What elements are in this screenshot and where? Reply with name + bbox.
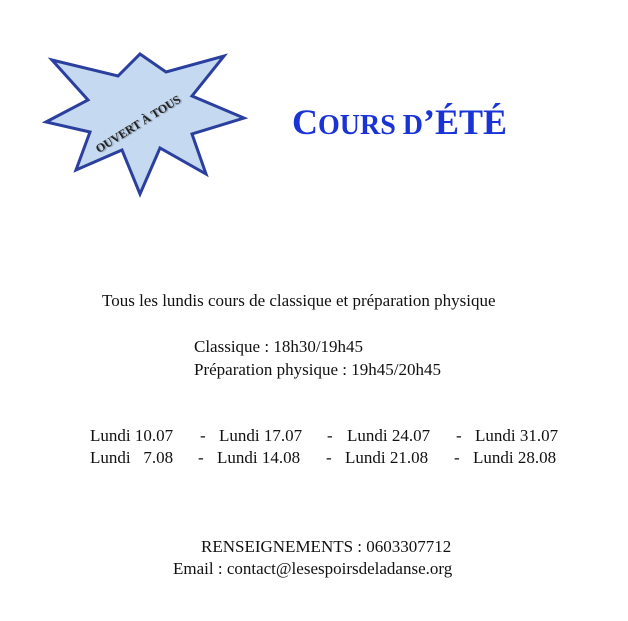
date-row2-item: Lundi 14.08 bbox=[217, 448, 301, 467]
date-separator: - bbox=[456, 426, 462, 445]
date-separator: - bbox=[200, 426, 206, 445]
date-row2-item: Lundi 28.08 bbox=[473, 448, 557, 467]
date-row1-item: Lundi 17.07 bbox=[219, 426, 303, 445]
title-part1-small: OURS D bbox=[318, 110, 424, 141]
starburst-badge bbox=[38, 30, 248, 200]
date-separator: - bbox=[198, 448, 204, 467]
date-separator: - bbox=[454, 448, 460, 467]
date-row1-item: Lundi 24.07 bbox=[347, 426, 431, 445]
starburst-icon bbox=[38, 30, 248, 200]
schedule-preparation: Préparation physique : 19h45/20h45 bbox=[194, 360, 441, 379]
date-row1-item: Lundi 31.07 bbox=[475, 426, 559, 445]
date-row1-item: Lundi 10.07 bbox=[90, 426, 174, 445]
contact-renseignements: RENSEIGNEMENTS : 0603307712 bbox=[201, 537, 452, 556]
schedule-classique: Classique : 18h30/19h45 bbox=[194, 337, 364, 356]
title-part2-big: ’ÉTÉ bbox=[423, 102, 508, 142]
title-part1-big: C bbox=[292, 102, 318, 142]
date-row2-item: Lundi 7.08 bbox=[90, 448, 174, 467]
page-title bbox=[292, 104, 507, 140]
badge-text: OUVERT À TOUS bbox=[92, 92, 184, 156]
date-separator: - bbox=[326, 448, 332, 467]
date-separator: - bbox=[327, 426, 333, 445]
intro-text: Tous les lundis cours de classique et préparation physique bbox=[102, 291, 496, 310]
contact-email: Email : contact@lesespoirsdeladanse.org bbox=[173, 559, 453, 578]
date-row2-item: Lundi 21.08 bbox=[345, 448, 429, 467]
